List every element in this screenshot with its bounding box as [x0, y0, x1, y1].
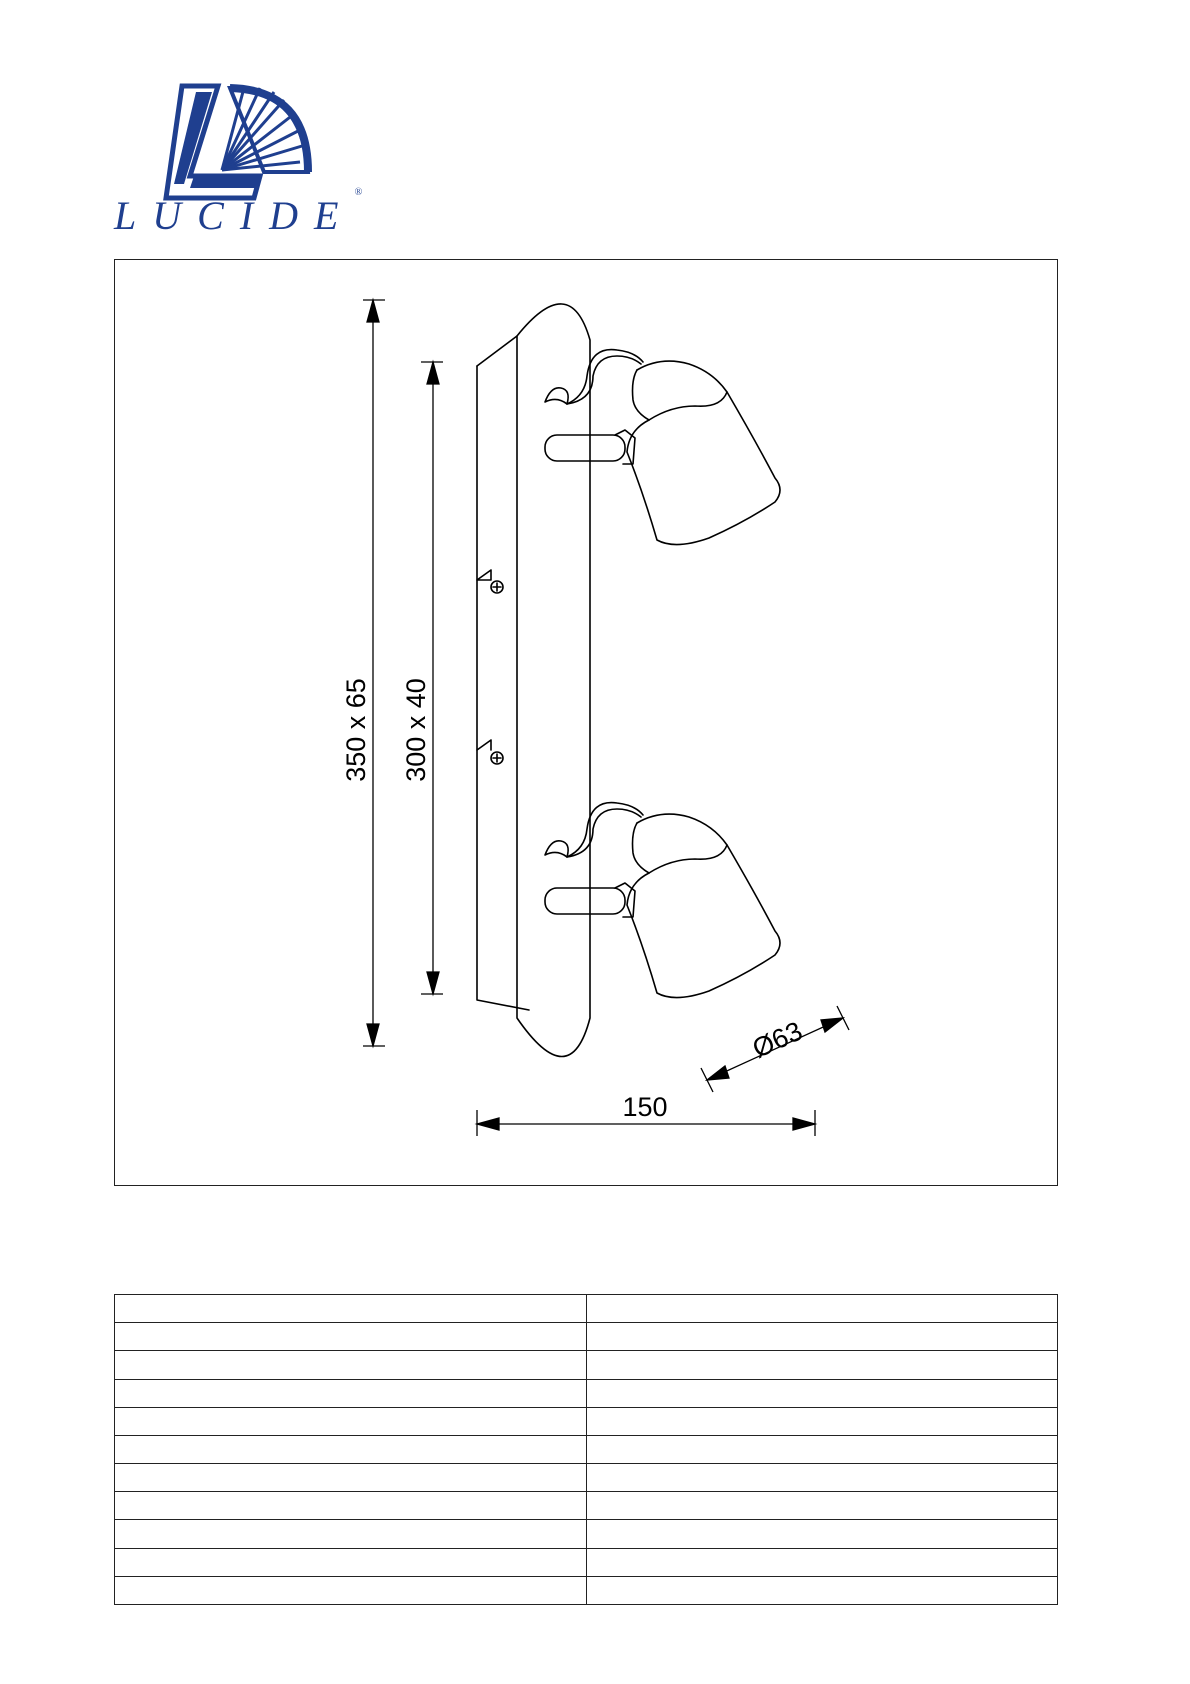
spec-label-cell: [115, 1295, 587, 1323]
spec-label-cell: [115, 1435, 587, 1463]
spec-value-cell: [586, 1323, 1058, 1351]
dimension-width-label: 150: [622, 1092, 668, 1122]
spotlight-line-drawing: [115, 260, 1059, 1187]
brand-wordmark: [114, 186, 363, 239]
spec-label-cell: [115, 1492, 587, 1520]
table-row: [115, 1435, 1058, 1463]
spec-label-cell: [115, 1548, 587, 1576]
spec-label-cell: [115, 1520, 587, 1548]
spec-value-cell: [586, 1576, 1058, 1604]
dimension-diameter-label: Ø63: [747, 1015, 807, 1064]
spec-value-cell: [586, 1435, 1058, 1463]
spec-label-cell: [115, 1379, 587, 1407]
spec-label-cell: [115, 1464, 587, 1492]
spec-label-cell: [115, 1323, 587, 1351]
spec-table: [114, 1294, 1058, 1605]
table-row: [115, 1323, 1058, 1351]
table-row: [115, 1520, 1058, 1548]
brand-logo: [112, 80, 363, 240]
table-row: [115, 1351, 1058, 1379]
technical-drawing: [114, 259, 1058, 1186]
spec-value-cell: [586, 1464, 1058, 1492]
spec-value-cell: [586, 1548, 1058, 1576]
table-row: [115, 1464, 1058, 1492]
dimension-overall-label: 350 x 65: [341, 678, 371, 782]
table-row: [115, 1379, 1058, 1407]
spec-value-cell: [586, 1492, 1058, 1520]
registered-mark: ®: [354, 186, 363, 198]
brand-name: LUCIDE: [114, 193, 355, 238]
dimension-backplate-label: 300 x 40: [401, 678, 431, 782]
spec-value-cell: [586, 1520, 1058, 1548]
oval-plate: [517, 304, 590, 1057]
spec-value-cell: [586, 1295, 1058, 1323]
table-row: [115, 1576, 1058, 1604]
spec-value-cell: [586, 1407, 1058, 1435]
backplate-strip: [477, 366, 529, 1010]
spec-label-cell: [115, 1351, 587, 1379]
spec-label-cell: [115, 1576, 587, 1604]
table-row: [115, 1295, 1058, 1323]
spec-value-cell: [586, 1379, 1058, 1407]
table-row: [115, 1548, 1058, 1576]
upper-spotlight: [545, 350, 780, 545]
table-row: [115, 1492, 1058, 1520]
table-row: [115, 1407, 1058, 1435]
spec-value-cell: [586, 1351, 1058, 1379]
lower-spotlight: [545, 803, 780, 998]
spec-label-cell: [115, 1407, 587, 1435]
